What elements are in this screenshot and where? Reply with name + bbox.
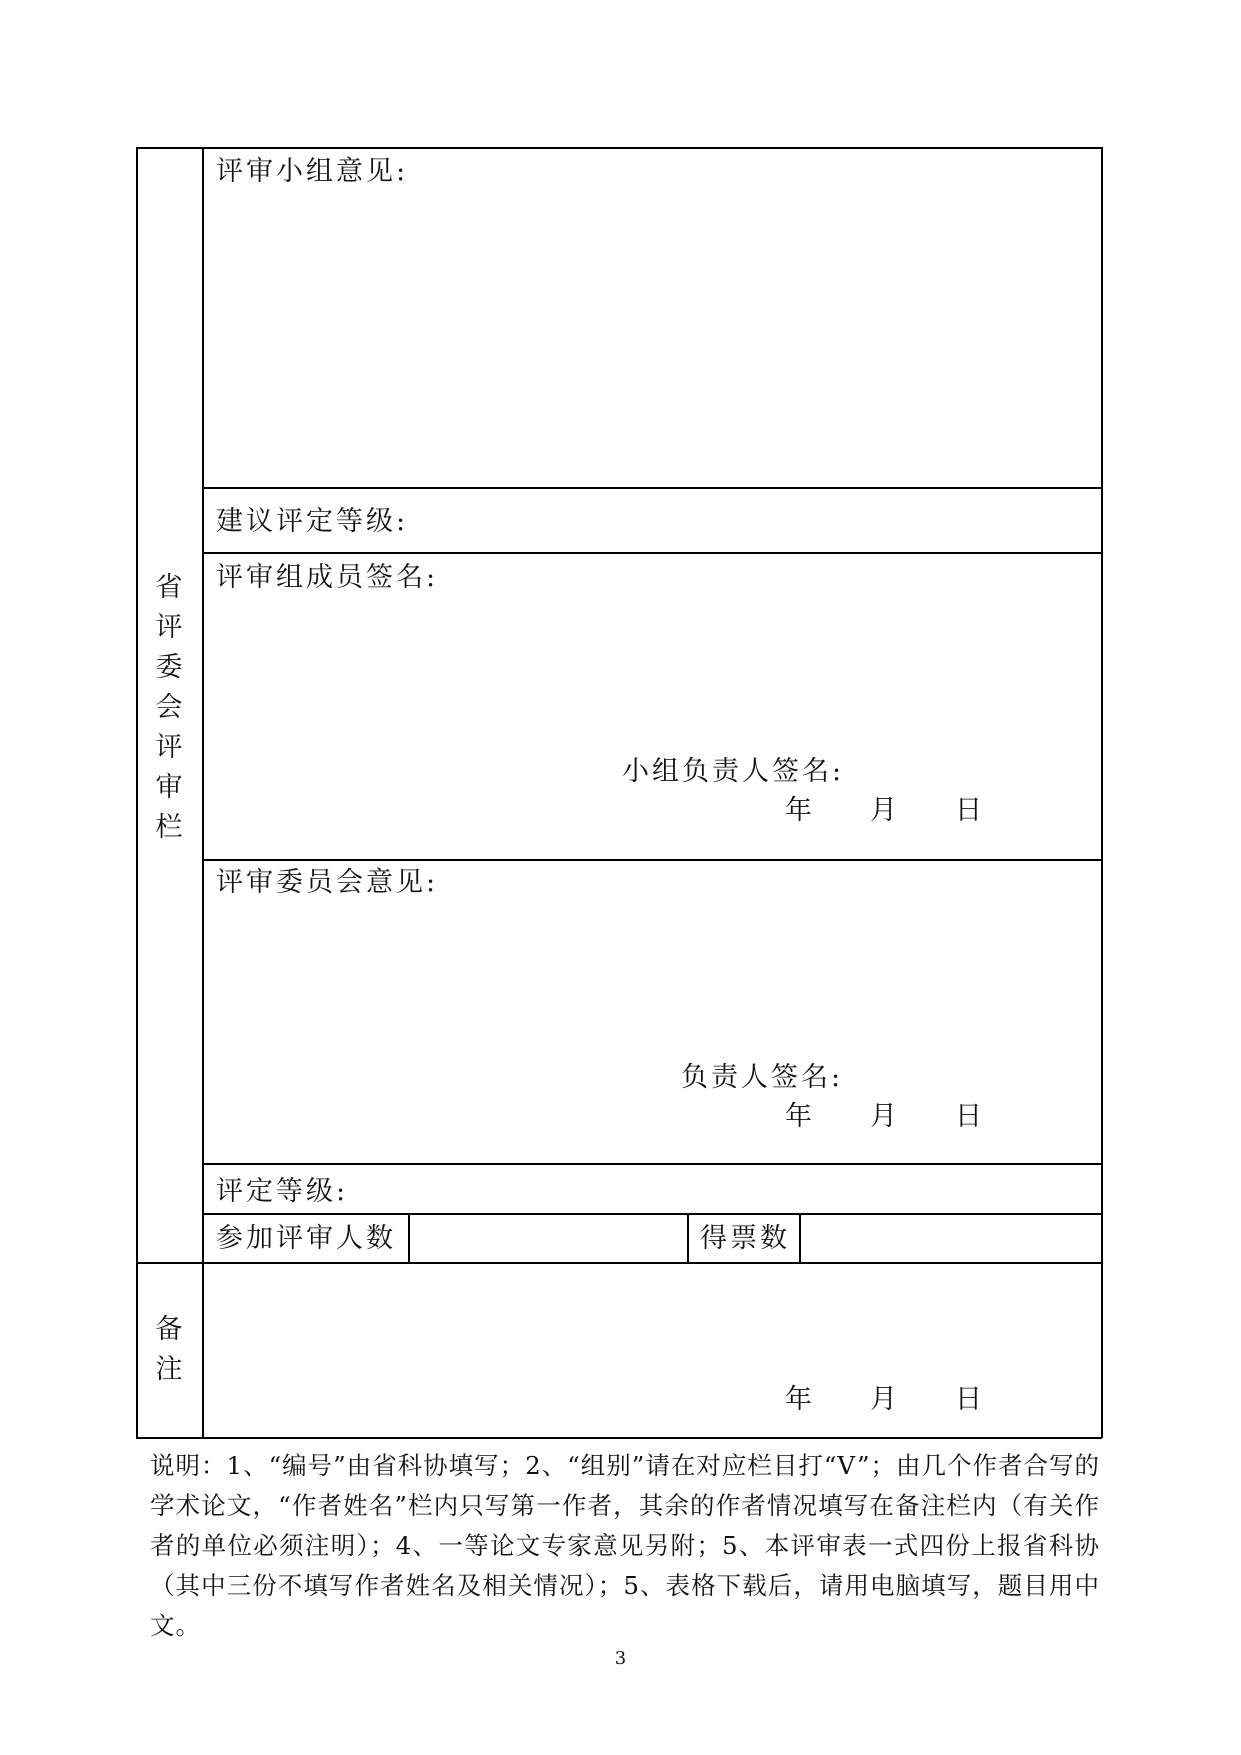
section-label-char: 栏 (155, 812, 183, 843)
label-column-divider (202, 147, 204, 1438)
row-divider (202, 487, 1102, 489)
remarks-label (149, 1310, 189, 1390)
section-label-char: 审 (155, 772, 183, 803)
date-day: 日 (955, 1384, 985, 1415)
date-month: 月 (870, 1101, 900, 1132)
date-month: 月 (870, 795, 900, 826)
date-day: 日 (955, 795, 985, 826)
member-signatures-label: 评审组成员签名: (216, 562, 439, 593)
row-divider (202, 859, 1102, 861)
committee-opinion-label: 评审委员会意见: (216, 867, 439, 898)
section-label-char: 委 (155, 652, 183, 683)
page-number: 3 (614, 1648, 627, 1669)
section-label-char: 省 (155, 572, 183, 603)
section-label-char: 会 (155, 692, 183, 723)
table-top-border (136, 147, 1102, 149)
reviewer-count-label: 参加评审人数 (216, 1223, 396, 1254)
row-divider (202, 1163, 1102, 1165)
remarks-label-char: 备 (155, 1314, 183, 1345)
remarks-label-char: 注 (155, 1354, 183, 1385)
row-divider (202, 1213, 1102, 1215)
row-divider (202, 552, 1102, 554)
date-year: 年 (785, 795, 815, 826)
table-bottom-border (136, 1437, 1102, 1439)
date-day: 日 (955, 1101, 985, 1132)
suggested-grade-label: 建议评定等级: (216, 506, 409, 537)
leader-signature-label: 小组负责人签名: (622, 756, 845, 787)
section-label-char: 评 (155, 732, 183, 763)
vote-row-divider (408, 1213, 410, 1263)
table-left-border (136, 147, 138, 1438)
vote-row-divider (799, 1213, 801, 1263)
instructions-note: 说明：1、“编号”由省科协填写；2、“组别”请在对应栏目打“V”；由几个作者合写的学术论文，“作者姓名”栏内只写第一作者，其余的作者情况填写在备注栏内（有关作者的单位必须注明）；4、一等论文专家意见另附；5、本评审表一式四份上报省科协（其中三份不填写作者姓名及相关情况）；5、表格下载后，请用电脑填写，题目用中文。 (150, 1451, 1100, 1640)
section-label (149, 568, 189, 848)
final-grade-label: 评定等级: (216, 1176, 349, 1207)
group-opinion-label: 评审小组意见: (216, 156, 409, 187)
votes-label: 得票数 (700, 1223, 790, 1254)
date-month: 月 (870, 1384, 900, 1415)
remarks-divider (136, 1262, 1102, 1264)
responsible-signature-label: 负责人签名: (681, 1062, 844, 1093)
table-right-border (1101, 147, 1103, 1438)
date-year: 年 (785, 1101, 815, 1132)
date-year: 年 (785, 1384, 815, 1415)
section-label-char: 评 (155, 612, 183, 643)
vote-row-divider (687, 1213, 689, 1263)
